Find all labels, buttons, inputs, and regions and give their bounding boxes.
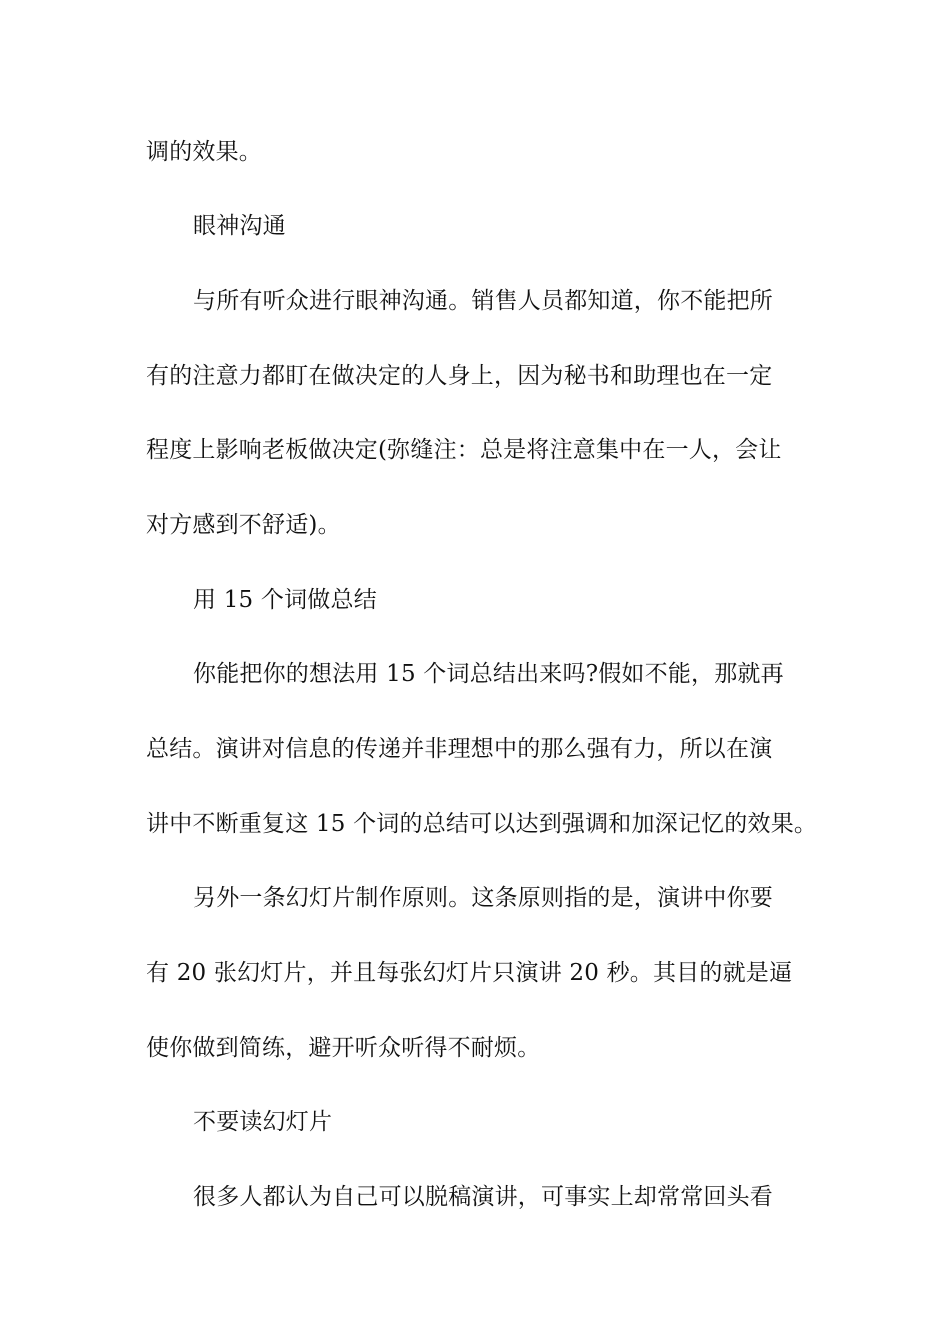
paragraph-line: 与所有听众进行眼神沟通。销售人员都知道，你不能把所 [193, 288, 773, 314]
section-heading-summary: 用 15 个词做总结 [193, 587, 377, 613]
paragraph-line: 讲中不断重复这 15 个词的总结可以达到强调和加深记忆的效果。 [146, 811, 818, 837]
paragraph-line: 另外一条幻灯片制作原则。这条原则指的是，演讲中你要 [193, 885, 773, 911]
paragraph-line: 有 20 张幻灯片，并且每张幻灯片只演讲 20 秒。其目的就是逼 [146, 960, 793, 986]
paragraph-line: 使你做到简练，避开听众听得不耐烦。 [146, 1035, 541, 1061]
paragraph-line: 程度上影响老板做决定(弥缝注：总是将注意集中在一人，会让 [146, 437, 782, 463]
paragraph-line: 对方感到不舒适)。 [146, 512, 341, 538]
section-heading-eye-contact: 眼神沟通 [193, 213, 286, 239]
paragraph-line: 有的注意力都盯在做决定的人身上，因为秘书和助理也在一定 [146, 363, 773, 389]
section-heading-dont-read-slides: 不要读幻灯片 [193, 1109, 333, 1135]
paragraph-line: 总结。演讲对信息的传递并非理想中的那么强有力，所以在演 [146, 736, 773, 762]
paragraph-continuation: 调的效果。 [146, 139, 262, 165]
paragraph-line: 很多人都认为自己可以脱稿演讲，可事实上却常常回头看 [193, 1184, 773, 1210]
paragraph-line: 你能把你的想法用 15 个词总结出来吗?假如不能，那就再 [193, 661, 784, 687]
